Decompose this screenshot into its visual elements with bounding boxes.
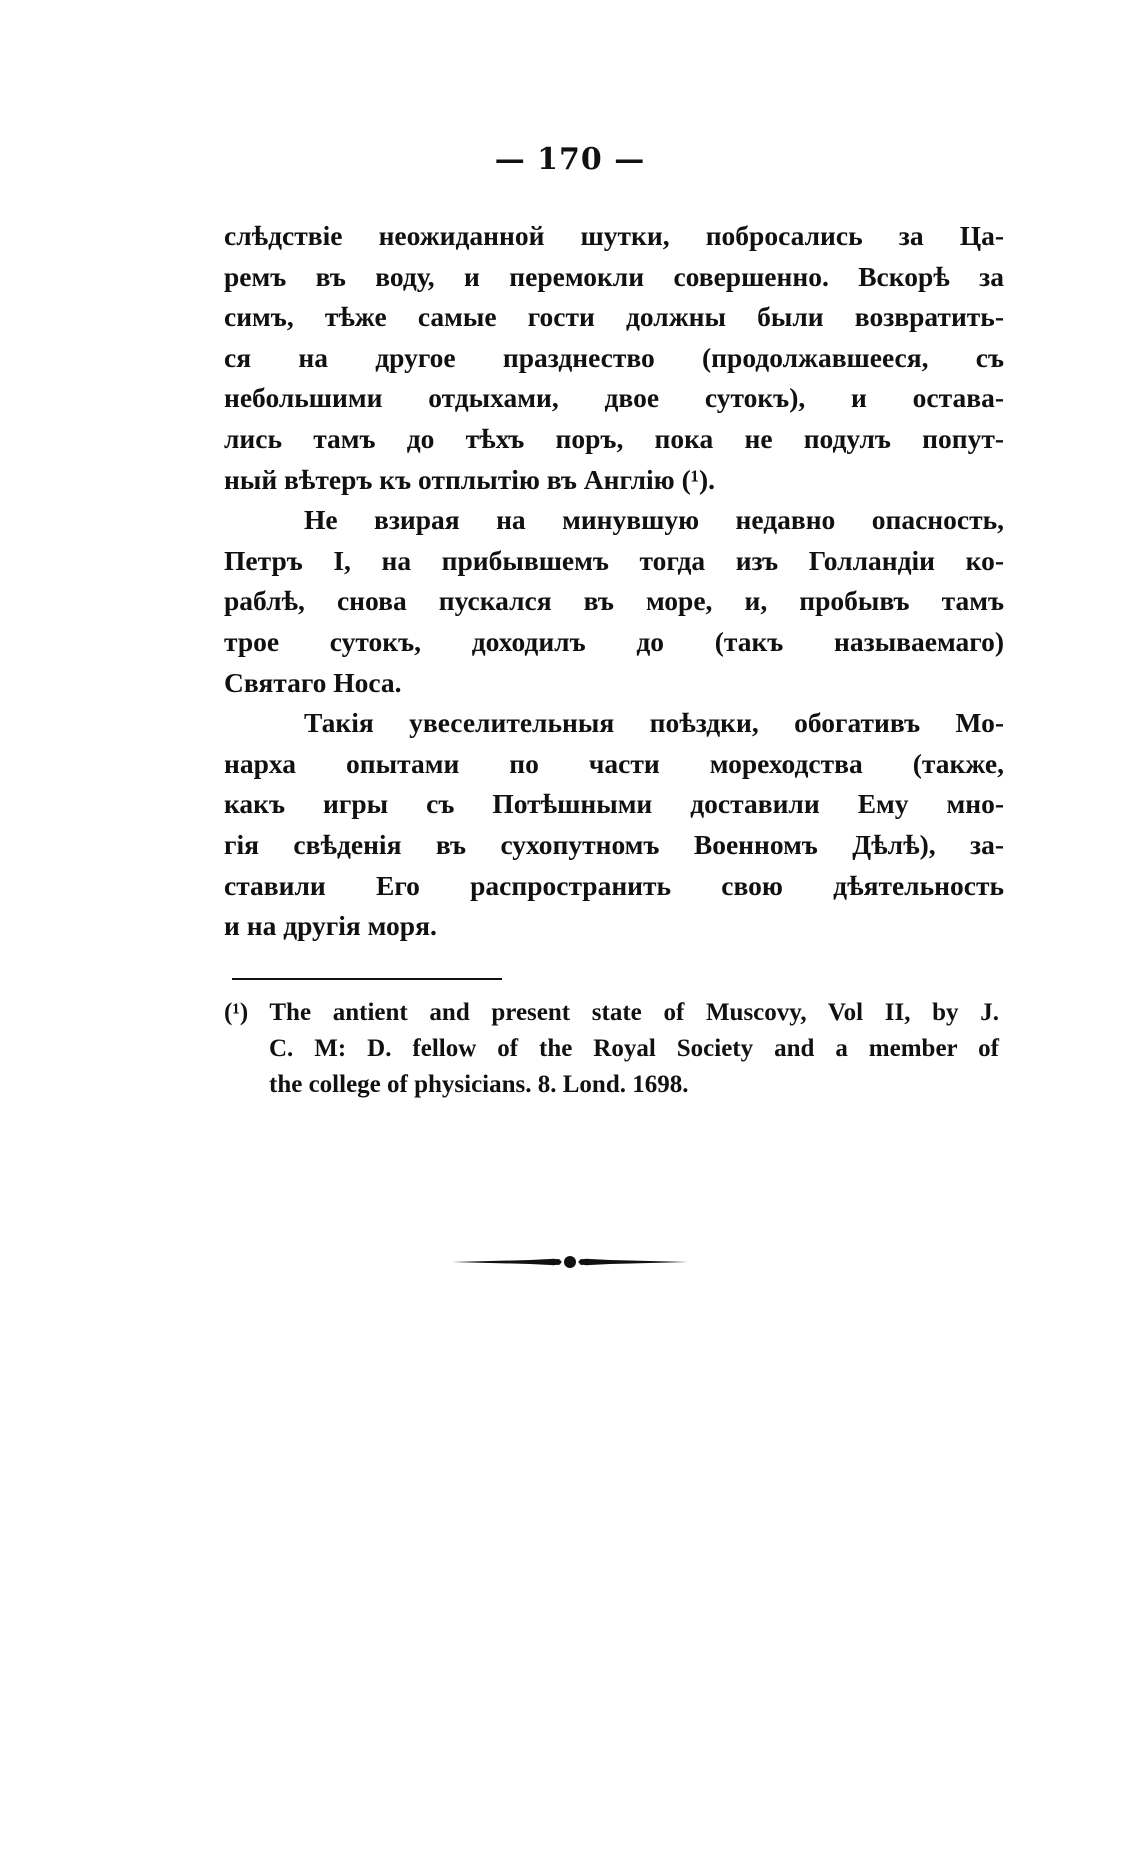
footnote-divider: [232, 978, 502, 980]
footnote-line: (¹) The antient and present state of Muscovy, Vol II, by J.: [224, 999, 999, 1026]
text-line: ся на другое празднество (продолжавшееся, съ: [224, 341, 1004, 373]
text-line: ставили Его распространить свою дѣятельность: [224, 869, 1004, 901]
text-line: раблѣ, снова пускался въ море, и, пробывъ тамъ: [224, 585, 1004, 617]
text-line: ный вѣтеръ къ отплытію въ Англію (¹).: [224, 463, 715, 495]
text-line: симъ, тѣже самые гости должны были возвратить-: [224, 301, 1004, 333]
text-line: какъ игры съ Потѣшными доставили Ему мно-: [224, 788, 1004, 820]
footnote-line: the college of physicians. 8. Lond. 1698.: [269, 1071, 689, 1098]
main-text: [224, 216, 1004, 947]
text-line: слѣдствіе неожиданной шутки, побросались за Ца-: [224, 220, 1004, 251]
footnote: [224, 995, 999, 1103]
text-line: Святаго Носа.: [224, 666, 402, 698]
end-ornament: [450, 1250, 690, 1274]
text-line: и на другія моря.: [224, 910, 437, 942]
text-line: небольшими отдыхами, двое сутокъ), и остава-: [224, 382, 1004, 414]
text-line: ремъ въ воду, и перемокли совершенно. Вскорѣ за: [224, 260, 1004, 292]
text-line: нарха опытами по части мореходства (также,: [224, 747, 1004, 779]
text-line: гія свѣденія въ сухопутномъ Военномъ Дѣлѣ), за-: [224, 828, 1004, 860]
page-number: — 170 —: [494, 142, 646, 177]
footnote-line: C. M: D. fellow of the Royal Society and a member of: [269, 1035, 999, 1062]
text-line: Такія увеселительныя поѣздки, обогативъ Мо-: [304, 707, 1004, 739]
text-line: трое сутокъ, доходилъ до (такъ называемаго): [224, 625, 1004, 657]
text-line: лись тамъ до тѣхъ поръ, пока не подулъ попут-: [224, 422, 1004, 454]
text-line: Не взирая на минувшую недавно опасность,: [304, 504, 1004, 536]
text-line: Петръ I, на прибывшемъ тогда изъ Голландіи ко-: [224, 544, 1004, 576]
